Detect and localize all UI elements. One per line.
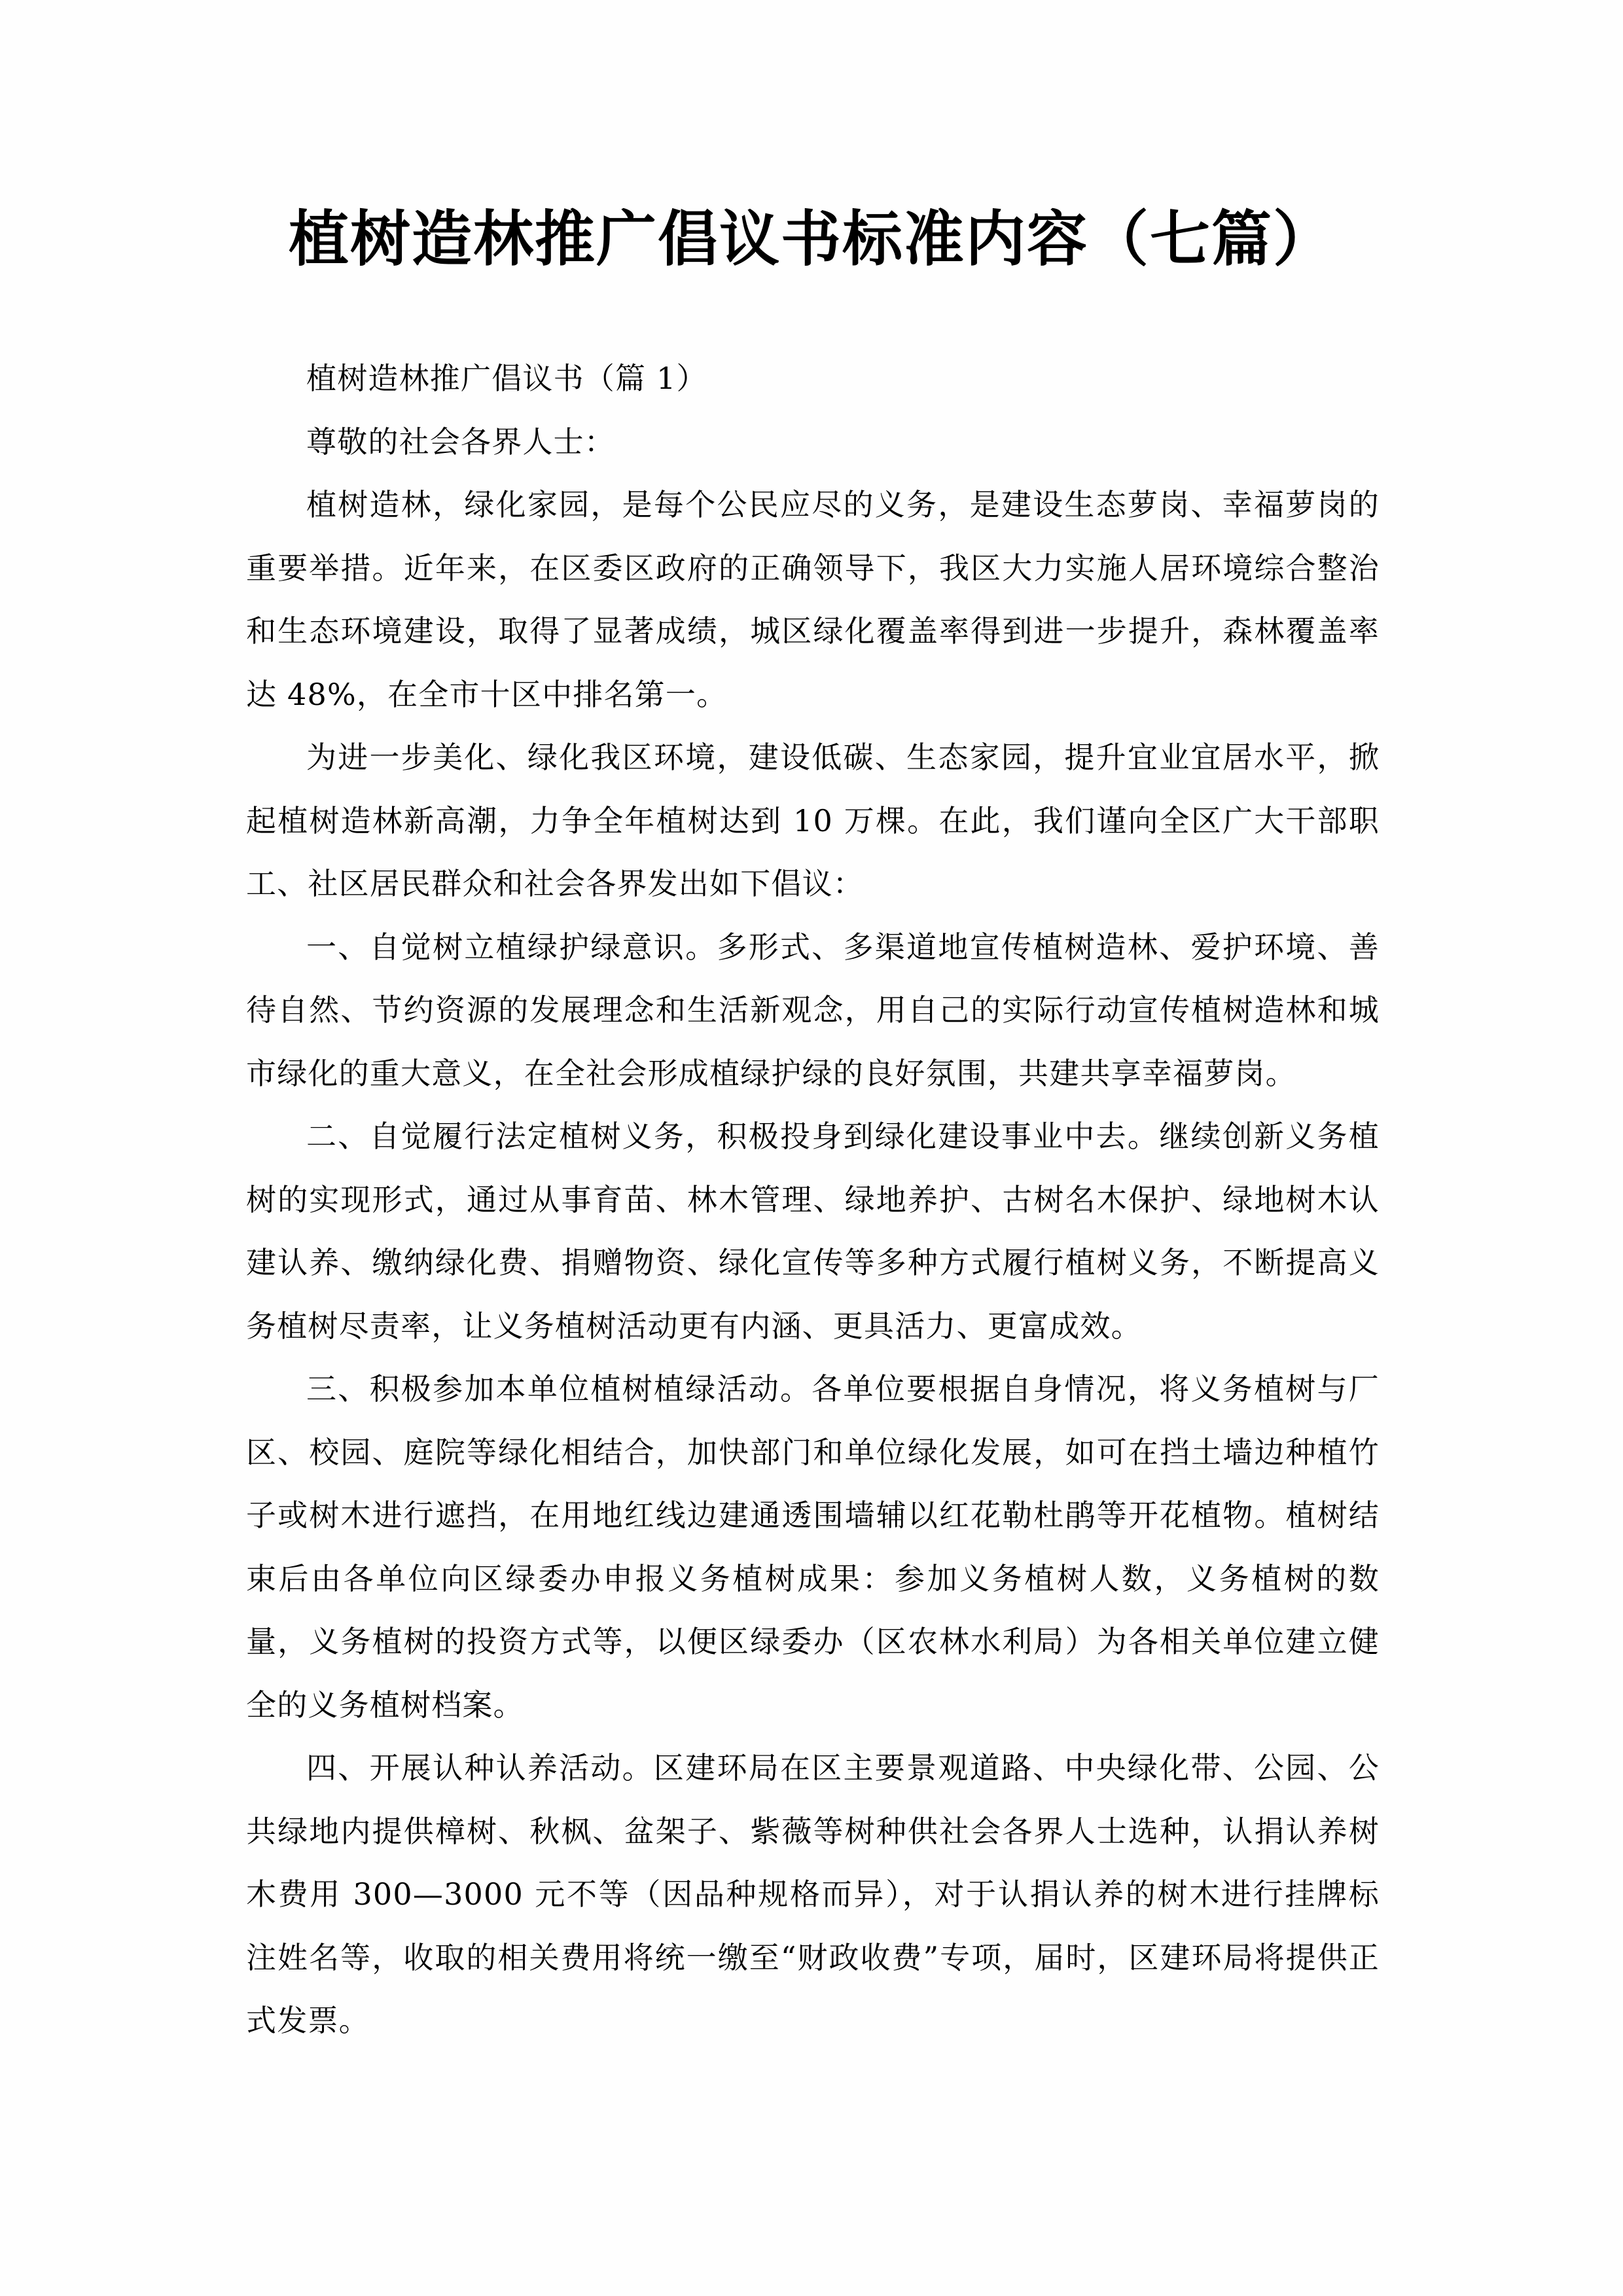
paragraph-purpose: 为进一步美化、绿化我区环境，建设低碳、生态家园，提升宜业宜居水平，掀起植树造林新高潮，力争全年植树达到 10 万棵。在此，我们谨向全区广大干部职工、社区居民群众和社会各界发出如下倡议： <box>246 740 1380 901</box>
document-title: 植树造林推广倡议书标准内容（七篇） <box>288 204 1334 274</box>
paragraph-intro: 植树造林，绿化家园，是每个公民应尽的义务，是建设生态萝岗、幸福萝岗的重要举措。近年来，在区委区政府的正确领导下，我区大力实施人居环境综合整治和生态环境建设，取得了显著成绩，城区绿化覆盖率得到进一步提升，森林覆盖率达 48%，在全市十区中排名第一。 <box>246 487 1380 712</box>
paragraph-proposal-4: 四、开展认种认养活动。区建环局在区主要景观道路、中央绿化带、公园、公共绿地内提供樟树、秋枫、盆架子、紫薇等树种供社会各界人士选种，认捐认养树木费用 300—3000 元不等（因品种规格而异），对于认捐认养的树木进行挂牌标注姓名等，收取的相关费用将统一缴至“财政收费”专项，届时，区建环局将提供正式发票。 <box>246 1750 1380 2038</box>
paragraph-proposal-1: 一、自觉树立植绿护绿意识。多形式、多渠道地宣传植树造林、爱护环境、善待自然、节约资源的发展理念和生活新观念，用自己的实际行动宣传植树造林和城市绿化的重大意义，在全社会形成植绿护绿的良好氛围，共建共享幸福萝岗。 <box>246 929 1380 1091</box>
paragraph-proposal-3: 三、积极参加本单位植树植绿活动。各单位要根据自身情况，将义务植树与厂区、校园、庭院等绿化相结合，加快部门和单位绿化发展，如可在挡土墙边种植竹子或树木进行遮挡，在用地红线边建通透围墙辅以红花勒杜鹃等开花植物。植树结束后由各单位向区绿委办申报义务植树成果：参加义务植树人数，义务植树的数量，义务植树的投资方式等，以便区绿委办（区农林水利局）为各相关单位建立健全的义务植树档案。 <box>246 1371 1380 1723</box>
salutation: 尊敬的社会各界人士： <box>306 423 615 459</box>
paragraph-proposal-2: 二、自觉履行法定植树义务，积极投身到绿化建设事业中去。继续创新义务植树的实现形式，通过从事育苗、林木管理、绿地养护、古树名木保护、绿地树木认建认养、缴纳绿化费、捐赠物资、绿化宣传等多种方式履行植树义务，不断提高义务植树尽责率，让义务植树活动更有内涵、更具活力、更富成效。 <box>246 1119 1380 1344</box>
section-heading: 植树造林推广倡议书（篇 1） <box>306 361 707 396</box>
document-body <box>246 347 1380 2053</box>
